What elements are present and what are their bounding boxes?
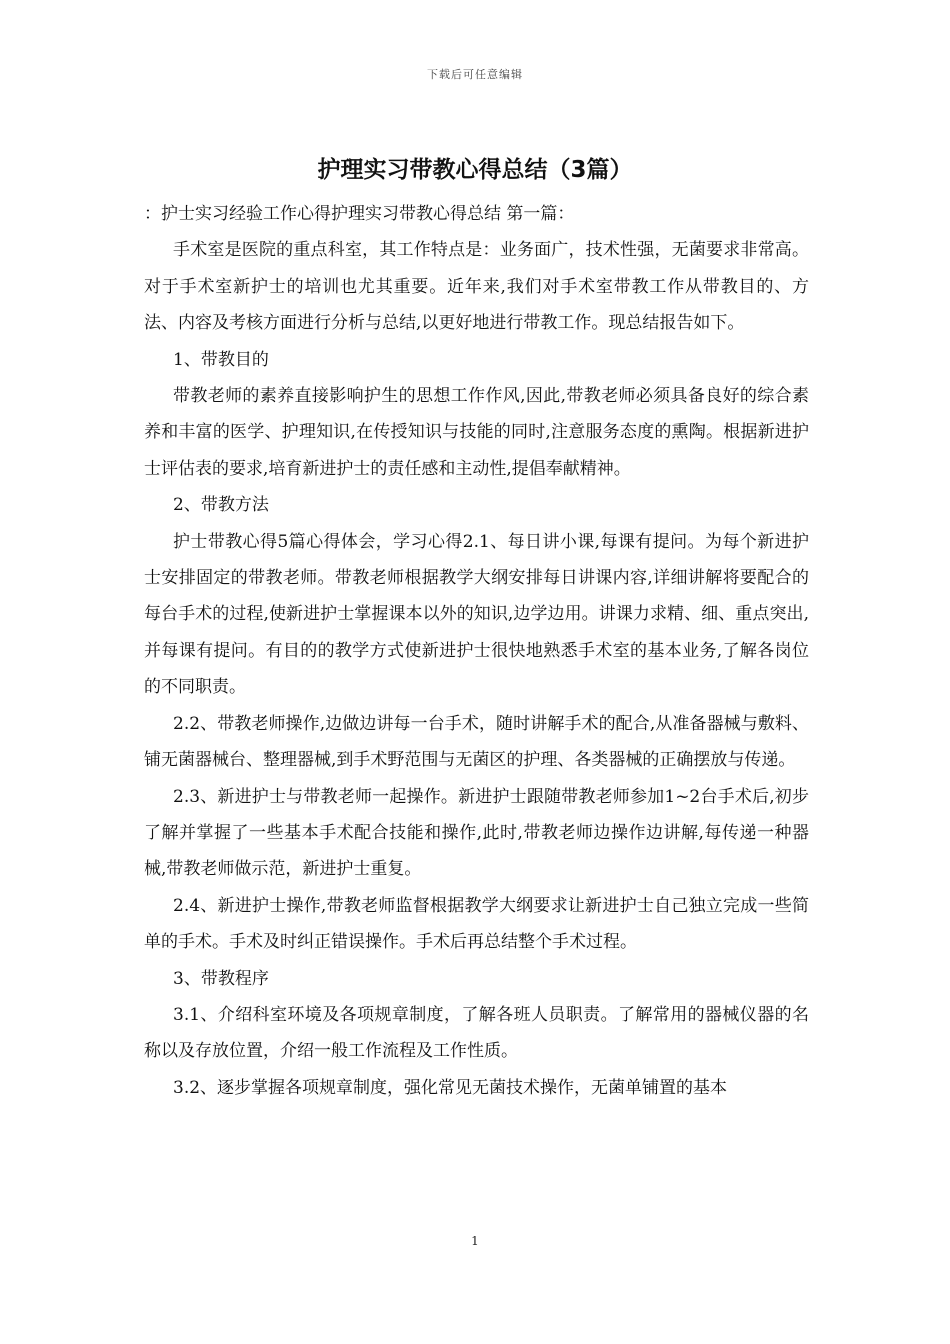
paragraph: 2.4、新进护士操作,带教老师监督根据教学大纲要求让新进护士自己独立完成一些简单的手术。手术及时纠正错误操作。手术后再总结整个手术过程。 (144, 895, 809, 953)
paragraph: 2.2、带教老师操作,边做边讲每一台手术，随时讲解手术的配合,从准备器械与敷料、铺无菌器械台、整理器械,到手术野范围与无菌区的护理、各类器械的正确摆放与传递。 (144, 713, 809, 771)
paragraph: 3、带教程序 (173, 968, 269, 989)
paragraph: 手术室是医院的重点科室，其工作特点是：业务面广，技术性强，无菌要求非常高。对于手术室新护士的培训也尤其重要。近年来,我们对手术室带教工作从带教目的、方法、内容及考核方面进行分析与总结,以更好地进行带教工作。现总结报告如下。 (144, 240, 809, 334)
paragraph: 3.2、逐步掌握各项规章制度，强化常见无菌技术操作，无菌单铺置的基本 (173, 1077, 728, 1098)
paragraph: 3.1、介绍科室环境及各项规章制度，了解各班人员职责。了解常用的器械仪器的名称以及存放位置，介绍一般工作流程及工作性质。 (144, 1004, 809, 1062)
page-header: 下载后可任意编辑 (427, 68, 523, 81)
paragraph: 2.3、新进护士与带教老师一起操作。新进护士跟随带教老师参加1~2台手术后,初步了解并掌握了一些基本手术配合技能和操作,此时,带教老师边操作边讲解,每传递一种器械,带教老师做示范，新进护士重复。 (144, 786, 809, 880)
page-number: 1 (471, 1234, 479, 1248)
paragraph: 带教老师的素养直接影响护生的思想工作作风,因此,带教老师必须具备良好的综合素养和丰富的医学、护理知识,在传授知识与技能的同时,注意服务态度的熏陶。根据新进护士评估表的要求,培育新进护士的责任感和主动性,提倡奉献精神。 (144, 386, 809, 479)
document-title: 护理实习带教心得总结（3篇） (317, 157, 633, 183)
paragraph: 1、带教目的 (173, 349, 269, 370)
paragraph: ：护士实习经验工作心得护理实习带教心得总结 第一篇： (144, 204, 575, 224)
paragraph: 护士带教心得5篇心得体会，学习心得2.1、每日讲小课,每课有提问。为每个新进护士安排固定的带教老师。带教老师根据教学大纲安排每日讲课内容,详细讲解将要配合的每台手术的过程,使新进护士掌握课本以外的知识,边学边用。讲课力求精、细、重点突出,并每课有提问。有目的的教学方式使新进护士很快地熟悉手术室的基本业务,了解各岗位的不同职责。 (144, 531, 809, 698)
document-body (144, 196, 809, 1106)
paragraph: 2、带教方法 (173, 495, 269, 516)
